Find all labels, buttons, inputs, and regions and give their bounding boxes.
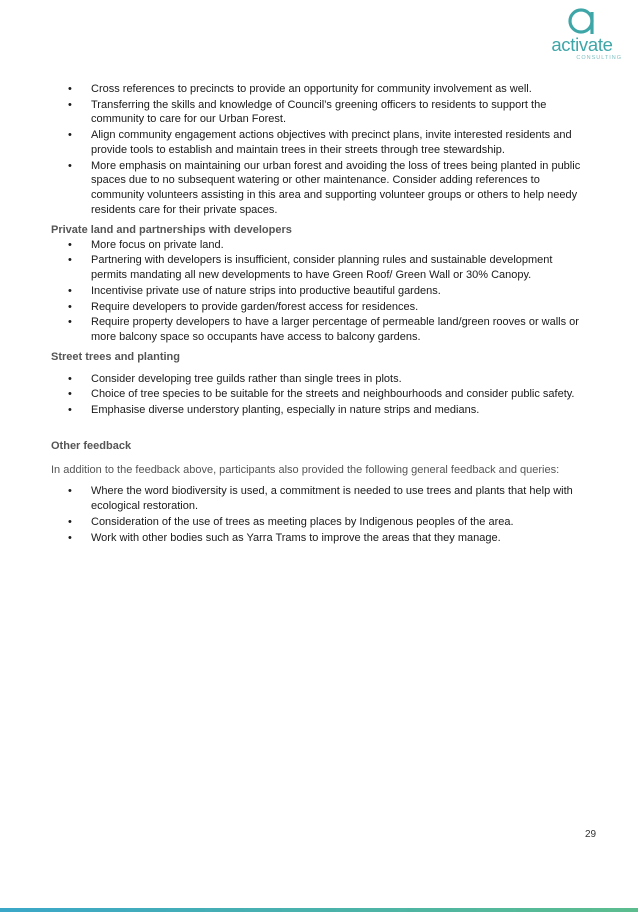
page-number: 29 xyxy=(585,829,597,840)
section-heading-private-land: Private land and partnerships with developers xyxy=(51,223,292,236)
logo-wordmark: activate xyxy=(551,34,613,55)
activate-consulting-logo xyxy=(540,6,624,62)
list-item: • Require developers to provide garden/forest access for residences. xyxy=(51,300,591,315)
list-item: • Incentivise private use of nature strips into productive beautiful gardens. xyxy=(51,284,591,299)
bullet-list-street-trees xyxy=(51,372,591,418)
document-body xyxy=(51,82,591,546)
list-item: • Partnering with developers is insufficient, consider planning rules and sustainable development permits mandating all new developments to have Green Roof/ Green Wall or 30% Canopy. xyxy=(51,253,591,283)
list-item: • Align community engagement actions objectives with precinct plans, invite interested residents and provide tools to establish and maintain trees in their streets through tree stewardship. xyxy=(51,128,591,158)
list-item: • Require property developers to have a larger percentage of permeable land/green rooves or walls or more balcony space so occupants have access to balcony gardens. xyxy=(51,315,591,345)
list-item: • More focus on private land. xyxy=(51,238,591,253)
list-item: • Where the word biodiversity is used, a commitment is needed to use trees and plants that help with ecological restoration. xyxy=(51,484,591,514)
list-item: • Emphasise diverse understory planting, especially in nature strips and medians. xyxy=(51,403,591,418)
list-item: • Consideration of the use of trees as meeting places by Indigenous peoples of the area. xyxy=(51,515,591,530)
bullet-list-other-feedback xyxy=(51,484,591,545)
list-item: • Transferring the skills and knowledge of Council’s greening officers to residents to support the community to care for our Urban Forest. xyxy=(51,98,591,128)
list-item: • Choice of tree species to be suitable for the streets and neighbourhoods and consider public safety. xyxy=(51,387,591,402)
logo-subtitle: CONSULTING xyxy=(576,55,622,61)
list-item: • More emphasis on maintaining our urban forest and avoiding the loss of trees being planted in public spaces due to no subsequent watering or other maintenance. Consider adding references to community volunteers assisting in this area and supporting volunteer groups or others to help needy residents care for their private spaces. xyxy=(51,159,591,218)
list-item: • Consider developing tree guilds rather than single trees in plots. xyxy=(51,372,591,387)
list-item: • Cross references to precincts to provide an opportunity for community involvement as well. xyxy=(51,82,591,97)
bullet-list-stewardship xyxy=(51,82,591,218)
other-feedback-intro: In addition to the feedback above, participants also provided the following general feedback and queries: xyxy=(51,463,560,476)
bullet-list-private-land xyxy=(51,238,591,345)
section-heading-other-feedback: Other feedback xyxy=(51,439,132,452)
list-item: • Work with other bodies such as Yarra Trams to improve the areas that they manage. xyxy=(51,531,591,546)
footer-gradient-bar xyxy=(0,908,638,912)
section-heading-street-trees: Street trees and planting xyxy=(51,350,180,363)
logo-ring-icon xyxy=(564,6,600,36)
